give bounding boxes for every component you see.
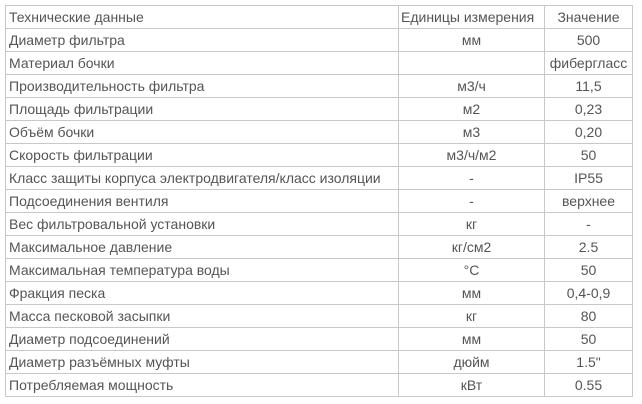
spec-unit-cell: °С xyxy=(399,259,545,282)
table-row xyxy=(6,121,633,144)
table-row xyxy=(6,167,633,190)
spec-name-cell: Диаметр разъёмных муфты xyxy=(6,351,399,374)
spec-name-cell: Объём бочки xyxy=(6,121,399,144)
spec-unit-cell: м3 xyxy=(399,121,545,144)
header-cell-spec-name: Технические данные xyxy=(6,6,399,29)
table-row xyxy=(6,236,633,259)
header-cell-value: Значение xyxy=(545,6,633,29)
spec-value-cell: 1.5" xyxy=(545,351,633,374)
table-body xyxy=(6,29,633,397)
table-row xyxy=(6,374,633,397)
spec-name-cell: Потребляемая мощность xyxy=(6,374,399,397)
spec-name-cell: Класс защиты корпуса электродвигателя/класс изоляции xyxy=(6,167,399,190)
table-row xyxy=(6,29,633,52)
spec-name-cell: Диаметр подсоединений xyxy=(6,328,399,351)
spec-unit-cell: мм xyxy=(399,29,545,52)
table-row xyxy=(6,98,633,121)
spec-unit-cell: кВт xyxy=(399,374,545,397)
spec-value-cell: 2.5 xyxy=(545,236,633,259)
spec-name-cell: Производительность фильтра xyxy=(6,75,399,98)
table-header xyxy=(6,6,633,29)
spec-value-cell: 80 xyxy=(545,305,633,328)
spec-unit-cell: кг xyxy=(399,305,545,328)
table-row xyxy=(6,144,633,167)
spec-unit-cell: дюйм xyxy=(399,351,545,374)
spec-name-cell: Скорость фильтрации xyxy=(6,144,399,167)
spec-name-cell: Масса песковой засыпки xyxy=(6,305,399,328)
spec-value-cell: фибергласс xyxy=(545,52,633,75)
spec-unit-cell: м2 xyxy=(399,98,545,121)
spec-name-cell: Подсоединения вентиля xyxy=(6,190,399,213)
table-row xyxy=(6,75,633,98)
spec-value-cell: 0.55 xyxy=(545,374,633,397)
table-row xyxy=(6,52,633,75)
header-row xyxy=(6,6,633,29)
table-row xyxy=(6,351,633,374)
header-cell-unit: Единицы измерения xyxy=(399,6,545,29)
spec-unit-cell xyxy=(399,52,545,75)
specifications-table xyxy=(5,5,633,397)
spec-value-cell: 50 xyxy=(545,259,633,282)
spec-unit-cell: - xyxy=(399,167,545,190)
spec-value-cell: 50 xyxy=(545,328,633,351)
spec-unit-cell: кг xyxy=(399,213,545,236)
spec-name-cell: Максимальная температура воды xyxy=(6,259,399,282)
spec-unit-cell: мм xyxy=(399,328,545,351)
table-row xyxy=(6,282,633,305)
spec-value-cell: верхнее xyxy=(545,190,633,213)
spec-name-cell: Диаметр фильтра xyxy=(6,29,399,52)
spec-unit-cell: - xyxy=(399,190,545,213)
spec-value-cell: IP55 xyxy=(545,167,633,190)
table-row xyxy=(6,305,633,328)
spec-unit-cell: м3/ч/м2 xyxy=(399,144,545,167)
spec-name-cell: Материал бочки xyxy=(6,52,399,75)
spec-unit-cell: мм xyxy=(399,282,545,305)
spec-name-cell: Максимальное давление xyxy=(6,236,399,259)
spec-value-cell: - xyxy=(545,213,633,236)
spec-name-cell: Площадь фильтрации xyxy=(6,98,399,121)
spec-value-cell: 11,5 xyxy=(545,75,633,98)
spec-value-cell: 0,4-0,9 xyxy=(545,282,633,305)
spec-value-cell: 0,20 xyxy=(545,121,633,144)
table-row xyxy=(6,190,633,213)
spec-value-cell: 50 xyxy=(545,144,633,167)
spec-value-cell: 0,23 xyxy=(545,98,633,121)
spec-name-cell: Вес фильтровальной установки xyxy=(6,213,399,236)
spec-unit-cell: м3/ч xyxy=(399,75,545,98)
spec-name-cell: Фракция песка xyxy=(6,282,399,305)
table-row xyxy=(6,259,633,282)
spec-value-cell: 500 xyxy=(545,29,633,52)
spec-unit-cell: кг/см2 xyxy=(399,236,545,259)
table-row xyxy=(6,213,633,236)
table-row xyxy=(6,328,633,351)
